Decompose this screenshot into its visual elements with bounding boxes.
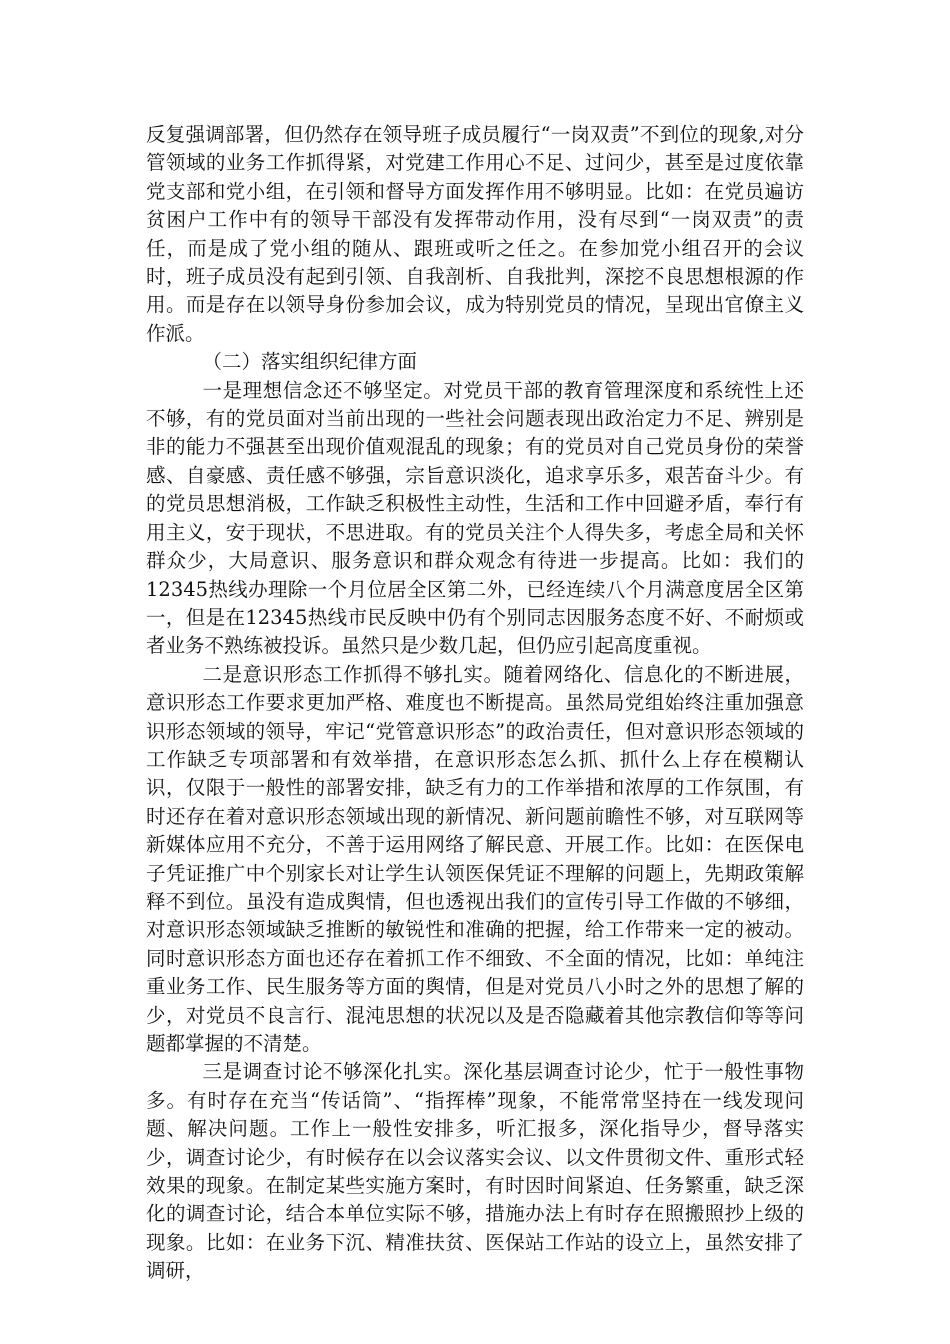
paragraph-investigation: 三是调查讨论不够深化扎实。深化基层调查讨论少，忙于一般性事物多。有时存在充当“传话筒”、“指挥棒”现象，不能常常坚持在一线发现问题、解决问题。工作上一般性安排多，听汇报多，深化指导少，督导落实少，调查讨论少，有时候存在以会议落实会议、以文件贯彻文件、重形式轻效果的现象。在制定某些实施方案时，有时因时间紧迫、任务繁重，缺乏深化的调查讨论，结合本单位实际不够，措施办法上有时存在照搬照抄上级的现象。比如：在业务下沉、精准扶贫、医保站工作站的设立上，虽然安排了调研，: [146, 1060, 804, 1283]
paragraph-ideology: 二是意识形态工作抓得不够扎实。随着网络化、信息化的不断进展，意识形态工作要求更加严格、难度也不断提高。虽然局党组始终注重加强意识形态领域的领导，牢记“党管意识形态”的政治责任，但对意识形态领域的工作缺乏专项部署和有效举措，在意识形态怎么抓、抓什么上存在模糊认识，仅限于一般性的部署安排，缺乏有力的工作举措和浓厚的工作氛围，有时还存在着对意识形态领域出现的新情况、新问题前瞻性不够，对互联网等新媒体应用不充分，不善于运用网络了解民意、开展工作。比如：在医保电子凭证推广中个别家长对让学生认领医保凭证不理解的问题上，先期政策解释不到位。虽没有造成舆情，但也透视出我们的宣传引导工作做的不够细，对意识形态领域缺乏推断的敏锐性和准确的把握，给工作带来一定的被动。同时意识形态方面也还存在着抓工作不细致、不全面的情况，比如：单纯注重业务工作、民生服务等方面的舆情，但是对党员八小时之外的思想了解的少，对党员不良言行、混沌思想的状况以及是否隐藏着其他宗教信仰等等问题都掌握的不清楚。: [146, 662, 804, 1055]
section-heading: （二）落实组织纪律方面: [202, 350, 418, 374]
paragraph-continuation: 反复强调部署，但仍然存在领导班子成员履行“一岗双责”不到位的现象,对分管领域的业务工作抓得紧，对党建工作用心不足、过问少，甚至是过度依靠党支部和党小组，在引领和督导方面发挥作用不够明显。比如：在党员遍访贫困户工作中有的领导干部没有发挥带动作用，没有尽到“一岗双责”的责任，而是成了党小组的随从、跟班或听之任之。在参加党小组召开的会议时，班子成员没有起到引领、自我剖析、自我批判，深挖不良思想根源的作用。而是存在以领导身份参加会议，成为特别党员的情况，呈现出官僚主义作派。: [146, 123, 804, 345]
paragraph-ideals: 一是理想信念还不够坚定。对党员干部的教育管理深度和系统性上还不够，有的党员面对当前出现的一些社会问题表现出政治定力不足、辨别是非的能力不强甚至出现价值观混乱的现象；有的党员对自己党员身份的荣誉感、自豪感、责任感不够强，宗旨意识淡化，追求享乐多，艰苦奋斗少。有的党员思想消极，工作缺乏积极性主动性，生活和工作中回避矛盾，奉行有用主义，安于现状，不思进取。有的党员关注个人得失多，考虑全局和关怀群众少，大局意识、服务意识和群众观念有待进一步提高。比如：我们的12345热线办理除一个月位居全区第二外，已经连续八个月满意度居全区第一，但是在12345热线市民反映中仍有个别同志因服务态度不好、不耐烦或者业务不熟练被投诉。虽然只是少数几起，但仍应引起高度重视。: [146, 378, 804, 658]
document-page: [146, 121, 804, 1286]
